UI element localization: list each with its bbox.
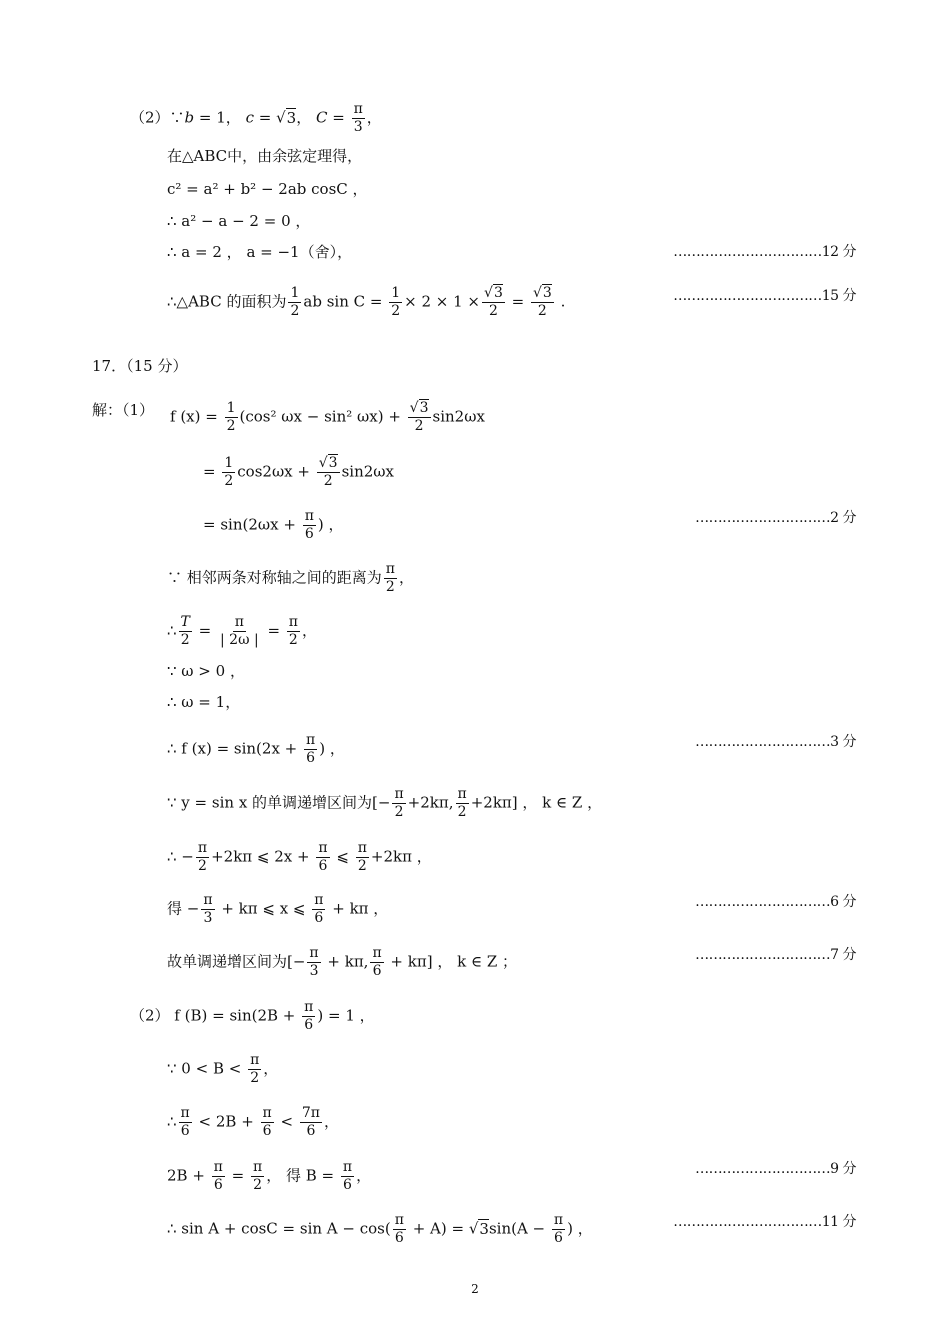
q17-p2-line-5: ∴ sin A + cosC = sin A − cos( $\frac{\pi}{6}$ + A) = √3sin(A − $\frac{\pi}{6}$ ) ，: [167, 1212, 593, 1246]
score-7: …………………………7 分: [695, 947, 856, 963]
score-2: …………………………2 分: [695, 510, 856, 526]
q17-line-3: = sin(2ωx + $\frac{\pi}{6}$ ) ，: [203, 508, 344, 542]
score-12: ……………………………12 分: [673, 244, 856, 260]
q17-line-11: 得 − $\frac{\pi}{3}$ + kπ ⩽ x ⩽ $\frac{\pi}{6}$ + kπ ，: [167, 892, 389, 926]
q17-line-9: ∵ y = sin x 的单调递增区间为[− $\frac{\pi}{2}$ +2kπ, $\frac{\pi}{2}$ +2kπ] ， k ∈ Z ，: [167, 786, 603, 820]
q17-line-1: f (x) = $\frac{1}{2}$ (cos² ωx − sin² ωx) + $\frac{√3}{2}$ sin2ωx: [170, 400, 485, 434]
q17-line-12: 故单调递增区间为[− $\frac{\pi}{3}$ + kπ, $\frac{\pi}{6}$ + kπ] ， k ∈ Z ；: [167, 945, 518, 979]
p16-2-line-5: ∴ a = 2 ， a = −1（舍），: [167, 243, 353, 261]
score-6: …………………………6 分: [695, 894, 856, 910]
score-3: …………………………3 分: [695, 734, 856, 750]
q17-line-10: ∴ − $\frac{\pi}{2}$ +2kπ ⩽ 2x + $\frac{\pi}{6}$ ⩽ $\frac{\pi}{2}$ +2kπ ，: [167, 840, 432, 874]
q17-sol-label: 解：（1）: [92, 401, 155, 419]
p16-2-line-3: c² = a² + b² − 2ab cosC ，: [167, 180, 368, 198]
q17-line-7: ∴ ω = 1，: [167, 693, 241, 711]
q17-p2-line-3: ∴ $\frac{\pi}{6}$ < 2B + $\frac{\pi}{6}$ < $\frac{7\pi}{6}$ ，: [167, 1105, 339, 1139]
p16-2-line-1: （2）∵b = 1， c = √3， C = $\frac{\pi}{3}$ ，: [130, 101, 382, 135]
q17-p2-line-2: ∵ 0 < B < $\frac{\pi}{2}$ ，: [167, 1052, 279, 1086]
q17-line-8: ∴ f (x) = sin(2x + $\frac{\pi}{6}$ ) ，: [167, 732, 345, 766]
q17-line-6: ∵ ω > 0 ，: [167, 662, 245, 680]
q17-line-5: ∴ $\frac{T}{2}$ = $\frac{\pi}{| 2\omega |}$ = $\frac{\pi}{2}$ ，: [167, 614, 317, 648]
p16-2-line-2: 在△ABC中，由余弦定理得，: [167, 147, 363, 165]
q17-p2-line-4: 2B + $\frac{\pi}{6}$ = $\frac{\pi}{2}$ ， 得 B = $\frac{\pi}{6}$ ，: [167, 1159, 372, 1193]
q17-line-2: = $\frac{1}{2}$ cos2ωx + $\frac{√3}{2}$ sin2ωx: [203, 455, 394, 489]
score-9: …………………………9 分: [695, 1161, 856, 1177]
q17-line-4: ∵ 相邻两条对称轴之间的距离为 $\frac{\pi}{2}$ ，: [167, 561, 414, 595]
fraction: $\frac{\pi}{3}$: [353, 101, 363, 135]
page-number: 2: [471, 1282, 479, 1296]
p16-2-line-4: ∴ a² − a − 2 = 0 ，: [167, 212, 311, 230]
q17-header: 17．（15 分）: [92, 357, 188, 375]
q17-p2-line-1: （2） f (B) = sin(2B + $\frac{\pi}{6}$ ) = 1 ，: [130, 999, 375, 1033]
score-11: ……………………………11 分: [673, 1214, 856, 1230]
p16-2-line-6: ∴△ABC 的面积为 $\frac{1}{2}$ ab sin C = $\frac{1}{2}$ × 2 × 1 × $\frac{√3}{2}$ = $\frac{√3}{2}$ .: [167, 285, 566, 319]
score-15: ……………………………15 分: [673, 288, 856, 304]
